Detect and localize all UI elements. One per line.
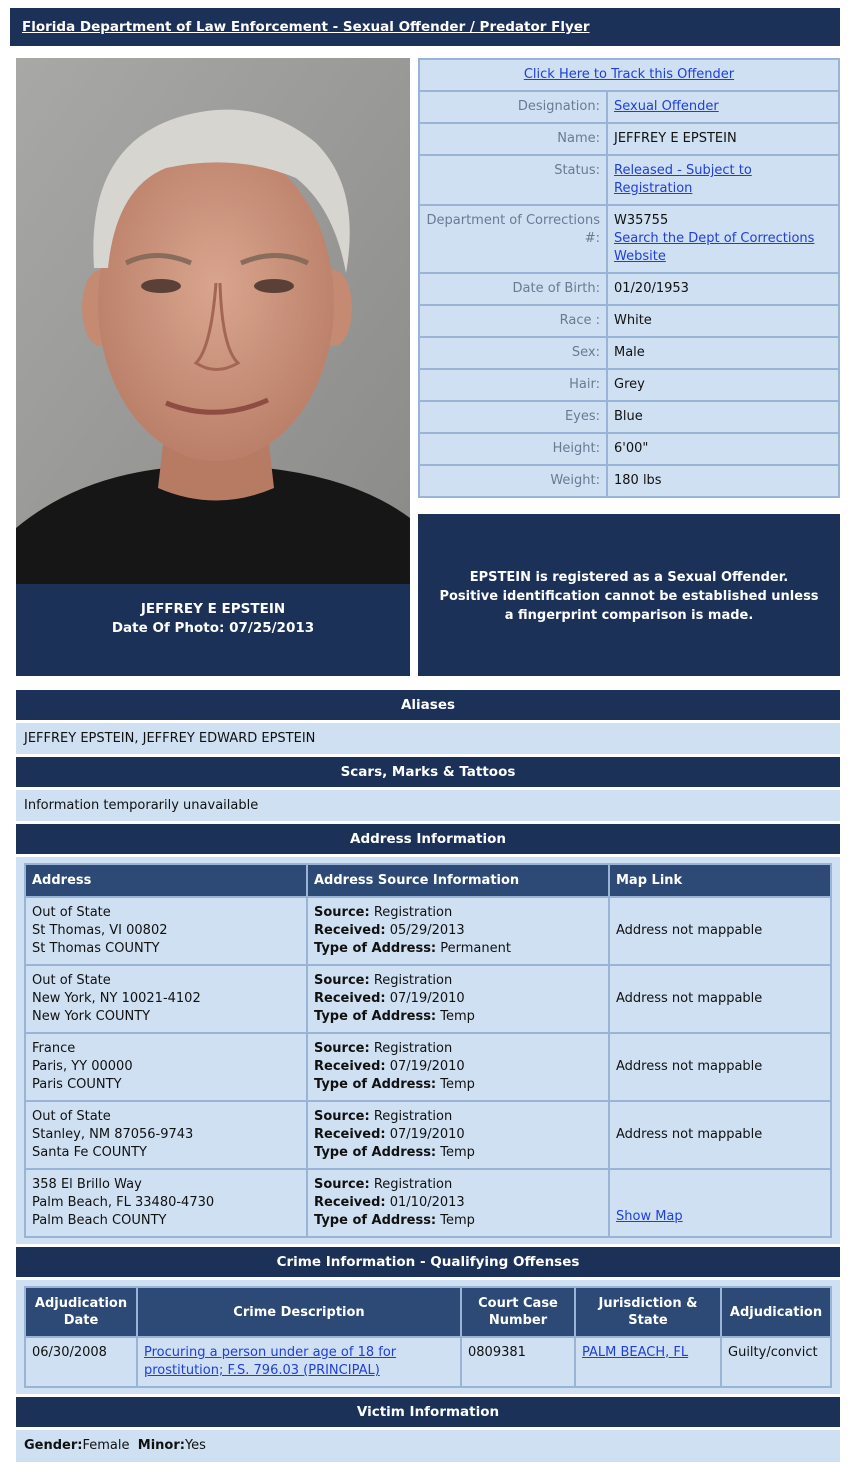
source-value: Registration	[373, 1177, 453, 1192]
victim-gender-value: Female	[82, 1438, 130, 1453]
address-line-1: 358 El Brillo Way	[32, 1177, 142, 1192]
hair-label: Hair:	[420, 370, 606, 400]
dob-value: 01/20/1953	[608, 274, 838, 304]
jurisdiction-link[interactable]: PALM BEACH, FL	[582, 1345, 689, 1360]
track-offender-link[interactable]: Click Here to Track this Offender	[523, 67, 735, 82]
designation-label: Designation:	[420, 92, 606, 122]
map-link-col-header: Map Link	[610, 865, 830, 896]
map-status: Address not mappable	[610, 1034, 830, 1100]
address-table	[24, 863, 832, 1238]
address-row	[26, 1034, 830, 1100]
address-cell	[26, 898, 306, 964]
address-source-cell	[308, 966, 608, 1032]
type-value: Temp	[440, 1213, 475, 1228]
address-line-2: St Thomas, VI 00802	[32, 923, 168, 938]
crime-case-number: 0809381	[462, 1338, 574, 1386]
sex-value: Male	[608, 338, 838, 368]
crime-description-col-header: Crime Description	[138, 1288, 460, 1336]
type-label: Type of Address:	[314, 1009, 437, 1024]
notice-line-1: EPSTEIN is registered as a Sexual Offender.	[469, 570, 789, 585]
photo-panel	[16, 58, 410, 676]
source-value: Registration	[373, 973, 453, 988]
crime-heading: Crime Information - Qualifying Offenses	[16, 1247, 840, 1277]
height-label: Height:	[420, 434, 606, 464]
received-label: Received:	[314, 1059, 386, 1074]
address-cell	[26, 1102, 306, 1168]
map-status: Address not mappable	[610, 966, 830, 1032]
scars-heading: Scars, Marks & Tattoos	[16, 757, 840, 787]
show-map-link[interactable]: Show Map	[616, 1209, 683, 1224]
address-line-3: St Thomas COUNTY	[32, 941, 160, 956]
address-source-cell	[308, 1102, 608, 1168]
source-label: Source:	[314, 1177, 370, 1192]
aliases-heading: Aliases	[16, 690, 840, 720]
jurisdiction-col-header: Jurisdiction & State	[576, 1288, 720, 1336]
page-title: Florida Department of Law Enforcement - Sexual Offender / Predator Flyer	[10, 8, 840, 46]
crime-date: 06/30/2008	[26, 1338, 136, 1386]
received-value: 05/29/2013	[389, 923, 465, 938]
map-status: Address not mappable	[610, 898, 830, 964]
received-value: 07/19/2010	[389, 991, 465, 1006]
address-line-2: Palm Beach, FL 33480-4730	[32, 1195, 215, 1210]
address-cell	[26, 966, 306, 1032]
photo-caption-date: Date Of Photo: 07/25/2013	[111, 620, 315, 636]
address-line-1: Out of State	[32, 973, 111, 988]
source-value: Registration	[373, 1109, 453, 1124]
victim-minor-value: Yes	[184, 1438, 206, 1453]
victim-info	[16, 1430, 840, 1462]
crime-row	[26, 1338, 830, 1386]
address-row	[26, 1170, 830, 1236]
type-label: Type of Address:	[314, 1213, 437, 1228]
address-line-1: Out of State	[32, 905, 111, 920]
source-label: Source:	[314, 905, 370, 920]
photo-caption-name: JEFFREY E EPSTEIN	[140, 601, 286, 617]
received-label: Received:	[314, 923, 386, 938]
type-value: Temp	[440, 1077, 475, 1092]
crime-adjudication: Guilty/convict	[722, 1338, 830, 1386]
race-label: Race :	[420, 306, 606, 336]
designation-link[interactable]: Sexual Offender	[614, 99, 719, 114]
status-link[interactable]: Released - Subject to Registration	[614, 163, 752, 196]
race-value: White	[608, 306, 838, 336]
name-label: Name:	[420, 124, 606, 154]
weight-value: 180 lbs	[608, 466, 838, 496]
address-row	[26, 966, 830, 1032]
dob-label: Date of Birth:	[420, 274, 606, 304]
status-label: Status:	[420, 156, 606, 204]
doc-number: W35755	[614, 213, 669, 228]
address-source-cell	[308, 1034, 608, 1100]
received-value: 01/10/2013	[389, 1195, 465, 1210]
received-label: Received:	[314, 991, 386, 1006]
type-value: Temp	[440, 1145, 475, 1160]
adjudication-col-header: Adjudication	[722, 1288, 830, 1336]
received-label: Received:	[314, 1127, 386, 1142]
weight-label: Weight:	[420, 466, 606, 496]
crime-table	[24, 1286, 832, 1388]
type-value: Permanent	[440, 941, 511, 956]
address-source-col-header: Address Source Information	[308, 865, 608, 896]
received-value: 07/19/2010	[389, 1059, 465, 1074]
name-value: JEFFREY E EPSTEIN	[608, 124, 838, 154]
sex-label: Sex:	[420, 338, 606, 368]
crime-description-link[interactable]: Procuring a person under age of 18 for prostitution; F.S. 796.03 (PRINCIPAL)	[144, 1345, 397, 1378]
crime-table-wrap	[16, 1280, 840, 1394]
details-section	[16, 690, 840, 1462]
source-value: Registration	[373, 1041, 453, 1056]
address-line-2: Stanley, NM 87056-9743	[32, 1127, 194, 1142]
address-line-2: Paris, YY 00000	[32, 1059, 133, 1074]
type-value: Temp	[440, 1009, 475, 1024]
type-label: Type of Address:	[314, 941, 437, 956]
address-line-3: Santa Fe COUNTY	[32, 1145, 147, 1160]
address-col-header: Address	[26, 865, 306, 896]
address-line-3: New York COUNTY	[32, 1009, 151, 1024]
address-source-cell	[308, 898, 608, 964]
hair-value: Grey	[608, 370, 838, 400]
aliases-value: JEFFREY EPSTEIN, JEFFREY EDWARD EPSTEIN	[16, 723, 840, 754]
eyes-label: Eyes:	[420, 402, 606, 432]
map-status: Address not mappable	[610, 1102, 830, 1168]
offender-info-panel	[418, 58, 840, 498]
received-value: 07/19/2010	[389, 1127, 465, 1142]
court-case-col-header: Court Case Number	[462, 1288, 574, 1336]
address-heading: Address Information	[16, 824, 840, 854]
address-line-3: Paris COUNTY	[32, 1077, 122, 1092]
photo-caption	[16, 584, 410, 676]
doc-search-link[interactable]: Search the Dept of Corrections Website	[614, 231, 815, 264]
address-cell	[26, 1170, 306, 1236]
offender-photo	[16, 58, 410, 584]
type-label: Type of Address:	[314, 1145, 437, 1160]
received-label: Received:	[314, 1195, 386, 1210]
source-label: Source:	[314, 1041, 370, 1056]
address-row	[26, 898, 830, 964]
victim-minor-label: Minor:	[137, 1438, 185, 1453]
source-value: Registration	[373, 905, 453, 920]
source-label: Source:	[314, 1109, 370, 1124]
type-label: Type of Address:	[314, 1077, 437, 1092]
source-label: Source:	[314, 973, 370, 988]
scars-value: Information temporarily unavailable	[16, 790, 840, 821]
height-value: 6'00"	[608, 434, 838, 464]
offender-photo-illustration	[16, 58, 410, 584]
address-line-1: Out of State	[32, 1109, 111, 1124]
offender-info-table	[418, 58, 840, 498]
address-row	[26, 1102, 830, 1168]
address-cell	[26, 1034, 306, 1100]
address-line-2: New York, NY 10021-4102	[32, 991, 201, 1006]
victim-gender-label: Gender:	[24, 1438, 83, 1453]
eyes-value: Blue	[608, 402, 838, 432]
address-table-wrap	[16, 857, 840, 1244]
doc-label: Department of Corrections #:	[420, 206, 606, 272]
address-line-1: France	[32, 1041, 76, 1056]
adjudication-date-col-header: Adjudication Date	[26, 1288, 136, 1336]
track-row	[420, 60, 838, 90]
address-source-cell	[308, 1170, 608, 1236]
identification-notice	[418, 514, 840, 676]
address-line-3: Palm Beach COUNTY	[32, 1213, 167, 1228]
notice-line-2: Positive identification cannot be established unless a fingerprint comparison is made.	[439, 589, 819, 623]
victim-heading: Victim Information	[16, 1397, 840, 1427]
